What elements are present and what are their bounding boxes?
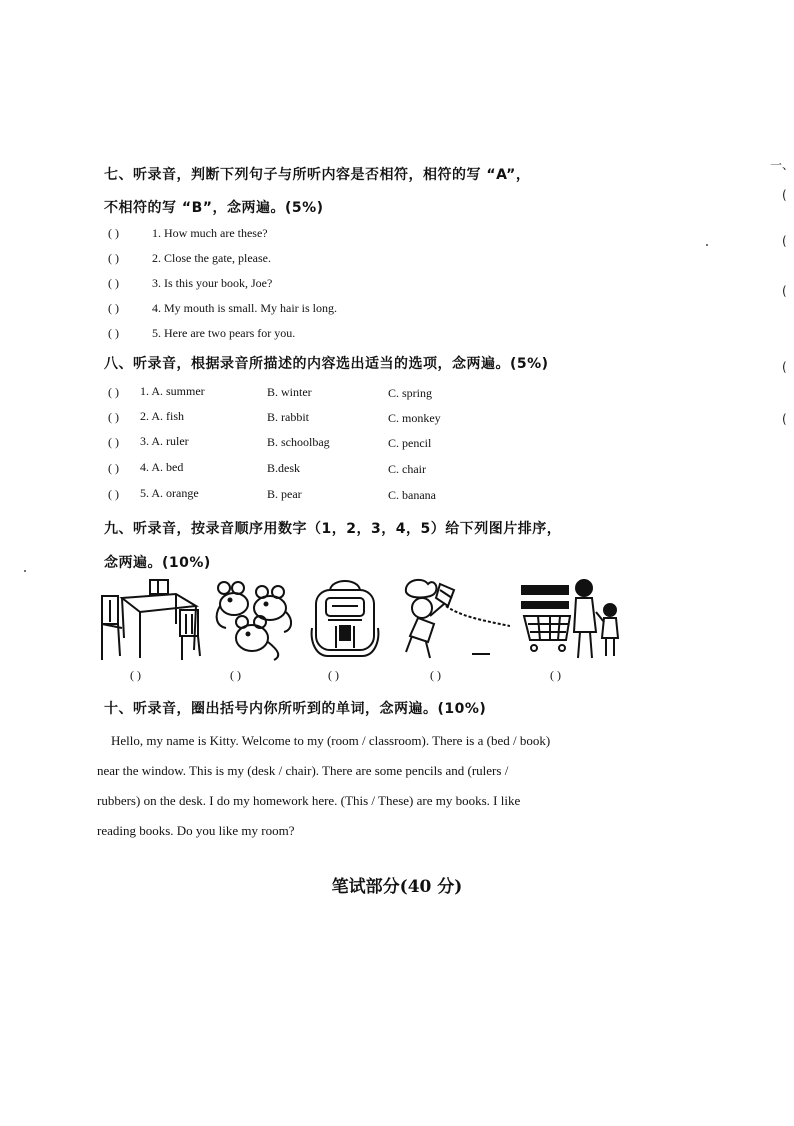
section8-heading: 八、听录音，根据录音所描述的内容选出适当的选项，念两遍。(5%) xyxy=(104,356,549,372)
option-b: B.desk xyxy=(267,461,300,475)
option-a: 2. A. fish xyxy=(140,409,185,423)
answer-blank[interactable]: ( ) xyxy=(108,461,119,475)
passage-line: reading books. Do you like my room? xyxy=(97,823,295,838)
answer-blank[interactable]: ( ) xyxy=(108,251,119,265)
option-c: C. pencil xyxy=(388,436,432,450)
answer-blank[interactable]: ( ) xyxy=(108,487,119,501)
kite-boy-icon xyxy=(400,576,510,662)
edge-mark-paren: ( xyxy=(782,188,787,202)
item-text: 4. My mouth is small. My hair is long. xyxy=(152,301,338,315)
section7-item xyxy=(108,226,268,241)
table-chairs-icon xyxy=(100,576,204,662)
scan-speck xyxy=(24,570,26,572)
item-text: 3. Is this your book, Joe? xyxy=(152,276,273,290)
option-c: C. monkey xyxy=(388,411,441,425)
shopping-family-icon xyxy=(518,576,622,662)
written-section-title: 笔试部分(40 分) xyxy=(331,877,463,897)
mice-icon xyxy=(212,576,298,662)
answer-blank[interactable]: ( ) xyxy=(108,276,119,290)
option-a: 3. A. ruler xyxy=(140,434,189,448)
option-b: B. winter xyxy=(267,385,312,399)
passage-line: Hello, my name is Kitty. Welcome to my (room / classroom). There is a (bed / book) xyxy=(111,733,551,748)
answer-blank[interactable]: ( ) xyxy=(108,326,119,340)
answer-blank[interactable]: ( ) xyxy=(108,410,119,424)
option-b: B. schoolbag xyxy=(267,435,330,449)
section7-item xyxy=(108,251,271,266)
section7-item xyxy=(108,276,272,291)
edge-mark-paren: ( xyxy=(782,234,787,248)
section7-item xyxy=(108,301,337,316)
option-a: 1. A. summer xyxy=(140,384,205,398)
item-text: 5. Here are two pears for you. xyxy=(152,326,296,340)
picture-blank[interactable]: ( ) xyxy=(130,668,141,682)
section10-passage xyxy=(97,726,617,846)
schoolbag-icon xyxy=(306,576,384,662)
picture-blank[interactable]: ( ) xyxy=(230,668,241,682)
option-a: 4. A. bed xyxy=(140,460,184,474)
edge-mark-top: 一、 xyxy=(770,158,794,172)
option-a: 5. A. orange xyxy=(140,486,199,500)
option-b: B. rabbit xyxy=(267,410,309,424)
picture-blank[interactable]: ( ) xyxy=(550,668,561,682)
option-c: C. spring xyxy=(388,386,433,400)
answer-blank[interactable]: ( ) xyxy=(108,385,119,399)
option-c: C. chair xyxy=(388,462,426,476)
item-text: 1. How much are these? xyxy=(152,226,268,240)
passage-line: rubbers) on the desk. I do my homework here. (This / These) are my books. I like xyxy=(97,793,521,808)
edge-mark-paren: ( xyxy=(782,284,787,298)
section9-heading-line1: 九、听录音，按录音顺序用数字（1，2，3，4，5）给下列图片排序， xyxy=(104,521,562,537)
edge-mark-paren: ( xyxy=(782,360,787,374)
picture-blank[interactable]: ( ) xyxy=(328,668,339,682)
picture-blank[interactable]: ( ) xyxy=(430,668,441,682)
scan-speck xyxy=(706,244,708,246)
item-text: 2. Close the gate, please. xyxy=(152,251,271,265)
section10-heading: 十、听录音，圈出括号内你所听到的单词，念两遍。(10%) xyxy=(104,701,487,717)
passage-line: near the window. This is my (desk / chair). There are some pencils and (rulers / xyxy=(97,763,509,778)
answer-blank[interactable]: ( ) xyxy=(108,226,119,240)
section7-heading-line1: 七、听录音，判断下列句子与所听内容是否相符，相符的写 “A”， xyxy=(104,167,531,183)
section9-heading-line2: 念两遍。(10%) xyxy=(104,555,211,571)
section7-item xyxy=(108,326,295,341)
edge-mark-paren: ( xyxy=(782,412,787,426)
option-b: B. pear xyxy=(267,487,302,501)
section7-heading-line2: 不相符的写 “B”，念两遍。(5%) xyxy=(104,200,324,216)
answer-blank[interactable]: ( ) xyxy=(108,301,119,315)
answer-blank[interactable]: ( ) xyxy=(108,435,119,449)
option-c: C. banana xyxy=(388,488,436,502)
